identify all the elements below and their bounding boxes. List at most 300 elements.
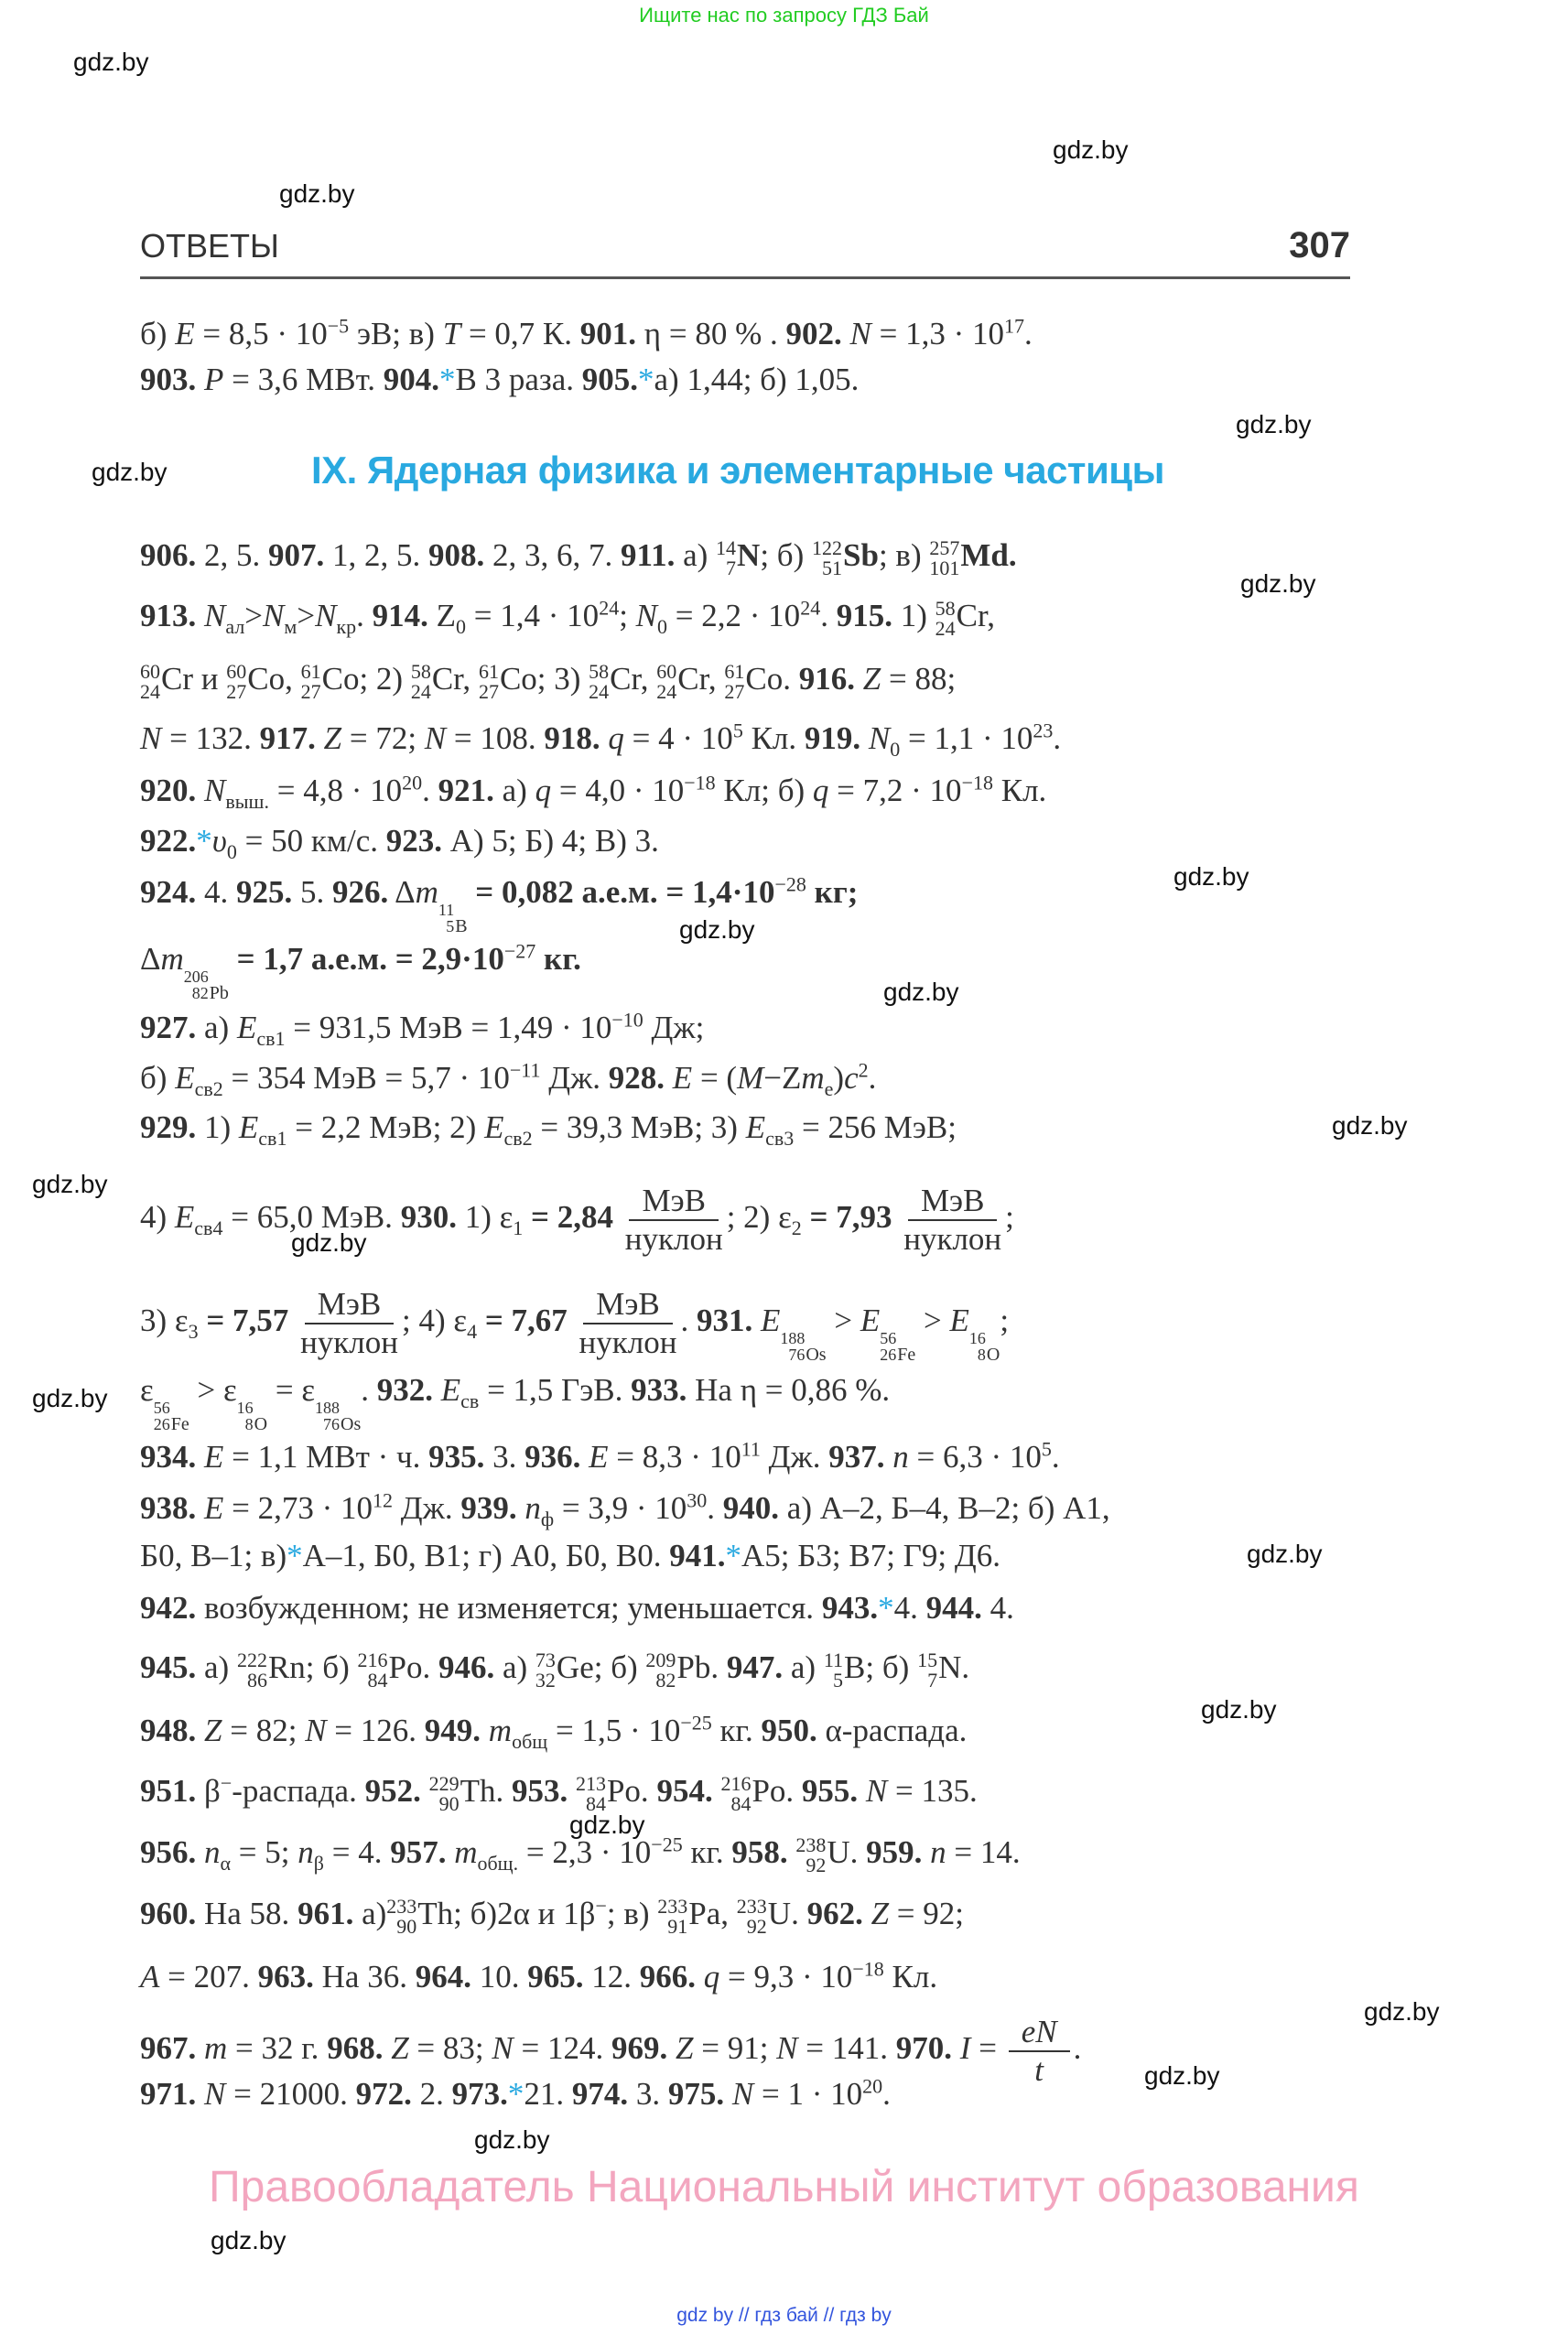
atomic-number: 92: [746, 1914, 767, 1938]
answer-number: 903.: [140, 362, 197, 397]
math-variable: m: [415, 874, 438, 910]
answer-number: 944.: [925, 1590, 982, 1626]
mass-number: 233: [657, 1894, 688, 1918]
text-run: Co,: [247, 661, 301, 697]
isotope-indices: [237, 1400, 254, 1432]
math-variable: υ: [211, 823, 227, 859]
math-variable: N: [204, 773, 226, 808]
answer-number: = 2,84: [523, 1199, 622, 1236]
math-variable: N: [140, 720, 162, 756]
text-run: А5; Б3; В7; Г9; Д6.: [741, 1538, 1001, 1573]
text-run: .: [868, 1060, 877, 1096]
math-variable: E: [440, 1372, 461, 1408]
section-title: IX. Ядерная физика и элементарные частицы: [311, 449, 1164, 492]
math-variable: E: [238, 1109, 259, 1145]
math-variable: n: [297, 1834, 314, 1870]
subscript: м: [284, 615, 297, 638]
answer-number: 929.: [140, 1109, 197, 1145]
text-run: ; в): [606, 1896, 658, 1931]
math-variable: N: [492, 2030, 514, 2067]
text-run: B; б): [844, 1649, 918, 1685]
text-run: = 1 · 10: [753, 2076, 863, 2112]
fraction: [579, 1286, 677, 1361]
answer-number: 956.: [140, 1834, 197, 1870]
answer-number: 945.: [140, 1649, 197, 1685]
subscript: кр: [336, 615, 357, 638]
answer-number: 932.: [376, 1372, 434, 1408]
search-banner[interactable]: Ищите нас по запросу ГДЗ Бай: [639, 4, 929, 27]
mass-number: 209: [645, 1648, 676, 1671]
atomic-number: 5: [446, 917, 455, 935]
answer-number: 907.: [268, 537, 325, 573]
text-run: >: [297, 598, 316, 633]
text-run: эВ; в): [349, 316, 443, 351]
isotope-indices: [795, 1832, 827, 1876]
math-variable: A: [140, 1959, 160, 1995]
answer-number: Sb: [843, 537, 879, 573]
mass-number: 222: [236, 1648, 267, 1671]
isotope-indices: [315, 1400, 340, 1432]
text-run: 3.: [628, 2076, 668, 2112]
answer-number: 973.: [451, 2076, 508, 2112]
superscript: 24: [599, 596, 620, 620]
text-run: [196, 362, 204, 397]
text-run: [568, 1773, 576, 1809]
text-run: U.: [827, 1834, 867, 1870]
numerator: МэВ: [629, 1183, 719, 1221]
text-run: кг.: [711, 1713, 762, 1748]
answer-line: [140, 716, 1061, 762]
text-run: ; б): [760, 537, 812, 573]
superscript: −18: [852, 1957, 884, 1981]
isotope-indices: [438, 902, 454, 935]
math-variable: n: [930, 1834, 946, 1870]
text-run: = 108.: [446, 720, 545, 756]
isotope-indices: [656, 659, 677, 703]
numerator: МэВ: [305, 1286, 395, 1324]
answer-number: 933.: [631, 1372, 687, 1408]
mass-number: 188: [315, 1399, 341, 1417]
watermark-gdz: gdz.by: [211, 2226, 287, 2254]
text-run: [196, 1713, 204, 1748]
text-run: [481, 1713, 489, 1748]
denominator: нуклон: [300, 1324, 398, 1360]
asterisk-marker: *: [507, 2076, 524, 2112]
text-run: Б0, В–1; в): [140, 1538, 287, 1573]
math-variable: E: [204, 1439, 224, 1475]
text-run: = 32 г.: [227, 2030, 328, 2067]
subscript: общ: [512, 1730, 548, 1753]
denominator: нуклон: [903, 1221, 1002, 1257]
isotope-subscript: [315, 1400, 361, 1432]
math-variable: m: [160, 941, 184, 977]
mass-number: 73: [535, 1648, 556, 1671]
math-variable: m: [204, 2030, 228, 2067]
text-run: = 1,4 · 10: [466, 598, 600, 633]
text-run: .: [356, 598, 373, 633]
text-run: = 14.: [946, 1834, 1021, 1870]
answer-number: 902.: [785, 316, 842, 351]
text-run: [421, 1773, 429, 1809]
answer-number: 974.: [571, 2076, 629, 2112]
answer-number: 951.: [140, 1773, 197, 1809]
asterisk-marker: *: [196, 823, 212, 859]
subscript: св4: [194, 1216, 223, 1240]
text-run: [665, 1060, 673, 1096]
text-run: = 50 км/с.: [236, 823, 386, 859]
text-run: Z: [427, 598, 457, 633]
answer-number: 936.: [524, 1439, 581, 1475]
text-run: Ge; б): [556, 1649, 646, 1685]
text-run: = 2,73 · 10: [223, 1490, 373, 1526]
text-run: .: [1051, 1439, 1060, 1475]
footer-links[interactable]: gdz by // гдз бай // гдз by: [676, 2305, 892, 2326]
subscript: 1: [513, 1216, 524, 1240]
answer-line: [140, 1768, 978, 1814]
answer-number: 946.: [438, 1649, 495, 1685]
superscript: −: [595, 1894, 607, 1918]
text-run: Cr,: [610, 661, 657, 697]
text-run: = 1,1 МВт · ч.: [223, 1439, 429, 1475]
subscript: ф: [540, 1508, 555, 1530]
answer-number: 917.: [259, 720, 316, 756]
watermark-gdz: gdz.by: [279, 179, 355, 208]
asterisk-marker: *: [878, 1590, 894, 1626]
answer-number: 959.: [866, 1834, 923, 1870]
element-symbol: Fe: [897, 1345, 916, 1366]
mass-number: 61: [724, 659, 745, 683]
watermark-gdz: gdz.by: [1240, 569, 1316, 598]
answer-number: 908.: [428, 537, 485, 573]
isotope-subscript: [780, 1329, 827, 1366]
answer-number: 966.: [639, 1959, 696, 1995]
math-variable: q: [608, 720, 624, 756]
answer-number: 939.: [460, 1490, 517, 1526]
atomic-number: 7: [726, 556, 737, 579]
answer-number: 928.: [608, 1060, 665, 1096]
atomic-number: 90: [438, 1791, 460, 1815]
isotope-indices: [237, 1650, 267, 1691]
text-run: [316, 720, 324, 756]
subscript: св3: [765, 1127, 795, 1150]
watermark-gdz: gdz.by: [1236, 410, 1312, 438]
text-run: Δ: [388, 874, 416, 910]
text-run: [383, 2030, 391, 2066]
atomic-number: 91: [667, 1914, 688, 1938]
math-variable: N: [731, 2076, 754, 2112]
answer-number: 937.: [828, 1439, 885, 1475]
mass-number: 15: [917, 1648, 938, 1671]
text-run: [196, 598, 204, 633]
asterisk-marker: *: [725, 1538, 742, 1573]
atomic-number: 27: [724, 679, 745, 703]
isotope-indices: [780, 1330, 805, 1363]
text-run: Cr,: [956, 598, 995, 633]
text-run: .: [1053, 720, 1062, 756]
asterisk-marker: *: [638, 362, 654, 397]
numerator: МэВ: [583, 1286, 673, 1324]
answer-line: [140, 1005, 704, 1051]
answer-number: 963.: [257, 1959, 314, 1995]
text-run: 4.: [196, 874, 236, 910]
text-run: 2, 5.: [196, 537, 268, 573]
math-variable: Z: [675, 2030, 694, 2067]
text-run: Кл; б): [715, 773, 813, 808]
fraction: [625, 1183, 723, 1258]
subscript: 0: [456, 615, 467, 638]
answer-number: N: [737, 537, 761, 573]
answer-line: [140, 1645, 969, 1691]
text-run: = ε: [267, 1372, 316, 1408]
answer-number: 968.: [327, 2030, 384, 2067]
watermark-gdz: gdz.by: [1053, 135, 1129, 164]
math-variable: E: [236, 1010, 257, 1045]
answer-number: 915.: [836, 598, 892, 633]
text-run: На η = 0,86 %.: [687, 1372, 891, 1408]
atomic-number: 24: [410, 679, 431, 703]
subscript: 0: [226, 840, 237, 863]
fraction: [903, 1183, 1001, 1258]
subscript: св2: [194, 1077, 223, 1100]
text-run: = 207.: [159, 1959, 258, 1995]
text-run: 4): [140, 1199, 175, 1236]
mass-number: 58: [935, 596, 956, 620]
text-run: Th; б)2α и 1β: [417, 1896, 596, 1931]
math-variable: Z: [871, 1896, 890, 1931]
subscript: 2: [791, 1216, 802, 1240]
text-run: ; в): [878, 537, 930, 573]
text-run: = 82;: [222, 1713, 306, 1748]
text-run: Дж.: [760, 1439, 829, 1475]
text-run: = 65,0 МэВ.: [222, 1199, 401, 1236]
mass-number: 60: [226, 659, 247, 683]
text-run: = 88;: [881, 661, 957, 697]
text-run: 12.: [583, 1959, 640, 1995]
atomic-number: 92: [806, 1853, 827, 1876]
text-run: U.: [767, 1896, 807, 1931]
text-run: α-распада.: [816, 1713, 968, 1748]
text-run: = (: [692, 1060, 738, 1096]
math-variable: q: [812, 773, 829, 808]
mass-number: 213: [575, 1771, 606, 1795]
atomic-number: 101: [929, 556, 960, 579]
text-run: [858, 1773, 866, 1809]
text-run: а): [783, 1649, 824, 1685]
text-run: [667, 2030, 676, 2066]
isotope-indices: [300, 659, 321, 703]
answer-number: 953.: [511, 1773, 568, 1809]
element-symbol: B: [455, 916, 468, 936]
isotope-indices: [184, 968, 209, 1001]
math-variable: E: [174, 1199, 195, 1236]
text-run: Po.: [606, 1773, 657, 1809]
text-run: а) А–2, Б–4, В–2; б) А1,: [779, 1490, 1110, 1526]
answer-number: 901.: [579, 316, 637, 351]
math-variable: Z: [323, 720, 342, 756]
answer-number: 916.: [798, 661, 855, 697]
copyright-notice: Правообладатель Национальный институт образования: [209, 2163, 1359, 2211]
superscript: 12: [373, 1488, 394, 1512]
math-variable: E: [175, 316, 195, 351]
math-variable: N: [635, 598, 658, 633]
atomic-number: 84: [585, 1791, 606, 1815]
text-run: = 8,3 · 10: [608, 1439, 741, 1475]
atomic-number: 76: [788, 1346, 806, 1365]
math-variable: P: [204, 362, 224, 397]
atomic-number: 76: [323, 1415, 341, 1433]
answer-line: [140, 2071, 891, 2117]
answer-number: 920.: [140, 773, 197, 808]
math-variable: m: [488, 1713, 513, 1748]
atomic-number: 24: [935, 616, 956, 640]
mass-number: 188: [780, 1329, 806, 1348]
answer-number: 941.: [669, 1538, 726, 1573]
text-run: ;: [619, 598, 636, 633]
answer-number: 938.: [140, 1490, 197, 1526]
watermark-gdz: gdz.by: [92, 458, 168, 486]
text-run: = 256 МэВ;: [794, 1109, 957, 1145]
subscript: выш.: [225, 790, 269, 813]
subscript: св1: [256, 1027, 286, 1050]
text-run: Po.: [752, 1773, 802, 1809]
mass-number: 56: [153, 1399, 170, 1417]
answer-number: 904.: [383, 362, 440, 397]
text-run: = 9,3 · 10: [719, 1959, 853, 1995]
text-run: [196, 2030, 204, 2066]
answer-number: Md.: [960, 537, 1017, 573]
isotope-indices: [535, 1650, 556, 1691]
text-run: а) 1,44; б) 1,05.: [654, 362, 860, 397]
watermark-gdz: gdz.by: [32, 1384, 108, 1412]
atomic-number: 7: [927, 1668, 938, 1692]
answer-line: [140, 1585, 1014, 1631]
superscript: 24: [800, 596, 821, 620]
text-run: А–1, Б0, В1; г) А0, Б0, В0.: [302, 1538, 670, 1573]
math-variable: Z: [204, 1713, 222, 1748]
fraction: [1009, 2014, 1070, 2089]
atomic-number: 82: [191, 984, 209, 1002]
subscript: 4: [467, 1320, 478, 1344]
text-run: = 8,5 · 10: [194, 316, 328, 351]
answer-number: = 7,93: [801, 1199, 901, 1236]
header-divider: [140, 276, 1350, 279]
text-run: [580, 1439, 589, 1475]
text-run: [884, 1439, 892, 1475]
math-variable: N: [865, 1773, 888, 1809]
math-variable: N: [776, 2030, 798, 2067]
text-run: ; 4) ε: [402, 1303, 468, 1339]
text-run: = 3,9 · 10: [554, 1490, 687, 1526]
atomic-number: 86: [246, 1668, 267, 1692]
watermark-gdz: gdz.by: [679, 915, 755, 944]
mass-number: 16: [968, 1329, 986, 1348]
atomic-number: 8: [244, 1415, 254, 1433]
text-run: а): [675, 537, 717, 573]
answer-line: [140, 936, 581, 1003]
answer-number: 957.: [390, 1834, 447, 1870]
watermark-gdz: gdz.by: [1201, 1695, 1277, 1724]
atomic-number: 24: [656, 679, 677, 703]
atomic-number: 27: [300, 679, 321, 703]
atomic-number: 84: [367, 1668, 388, 1692]
superscript: −11: [509, 1058, 541, 1082]
subscript: β: [313, 1852, 324, 1875]
text-run: >: [244, 598, 264, 633]
answer-number: 905.: [581, 362, 639, 397]
answer-number: 965.: [527, 1959, 584, 1995]
answer-number: = 7,57: [198, 1303, 297, 1339]
text-run: = 92;: [889, 1896, 965, 1931]
text-run: 1): [196, 1109, 239, 1145]
text-run: 3.: [484, 1439, 525, 1475]
text-run: = 91;: [693, 2030, 777, 2067]
atomic-number: 51: [822, 556, 842, 579]
answer-line: [140, 311, 1033, 357]
math-variable: n: [524, 1490, 541, 1526]
text-run: возбужденном; не изменяется; уменьшается.: [196, 1590, 822, 1626]
isotope-indices: [589, 659, 610, 703]
text-run: = 354 МэВ = 5,7 · 10: [222, 1060, 510, 1096]
text-run: Cr,: [431, 661, 479, 697]
text-run: = 1,5 · 10: [547, 1713, 681, 1748]
superscript: −25: [680, 1711, 712, 1735]
text-run: Pb.: [676, 1649, 727, 1685]
watermark-gdz: gdz.by: [1173, 862, 1249, 891]
text-run: = 83;: [408, 2030, 492, 2067]
math-variable: N: [849, 316, 871, 351]
isotope-indices: [226, 659, 247, 703]
text-run: −Z: [763, 1060, 802, 1096]
answer-number: 922.: [140, 823, 197, 859]
answer-number: 923.: [385, 823, 442, 859]
text-run: А) 5; Б) 4; В) 3.: [441, 823, 659, 859]
text-run: = 141.: [797, 2030, 896, 2067]
math-variable: E: [672, 1060, 693, 1096]
answer-number: 964.: [415, 1959, 471, 1995]
math-variable: E: [745, 1109, 766, 1145]
atomic-number: 24: [589, 679, 610, 703]
answer-line: [140, 1954, 937, 2000]
subscript: общ.: [477, 1852, 519, 1875]
atomic-number: 27: [226, 679, 247, 703]
text-run: На 58.: [196, 1896, 298, 1931]
text-run: ε: [140, 1372, 154, 1408]
answer-number: 930.: [400, 1199, 457, 1236]
math-variable: Z: [862, 661, 881, 697]
isotope-indices: [154, 1400, 170, 1432]
subscript: св2: [503, 1127, 533, 1150]
mass-number: 58: [589, 659, 610, 683]
answer-number: 942.: [140, 1590, 197, 1626]
text-run: Th.: [460, 1773, 512, 1809]
text-run: В 3 раза.: [455, 362, 582, 397]
answer-number: 955.: [801, 1773, 859, 1809]
text-run: = 4.: [323, 1834, 391, 1870]
text-run: .: [1024, 316, 1033, 351]
answer-number: 919.: [804, 720, 861, 756]
text-run: б): [140, 1060, 176, 1096]
atomic-number: 26: [153, 1415, 170, 1433]
answer-line: [140, 1708, 967, 1754]
answer-line: [140, 1533, 1000, 1579]
text-run: .: [422, 773, 438, 808]
mass-number: 233: [386, 1894, 417, 1918]
math-variable: n: [204, 1834, 221, 1870]
superscript: −: [220, 1771, 232, 1795]
text-run: Co; 2): [321, 661, 411, 697]
text-run: [922, 1834, 930, 1870]
text-run: Дж.: [540, 1060, 609, 1096]
